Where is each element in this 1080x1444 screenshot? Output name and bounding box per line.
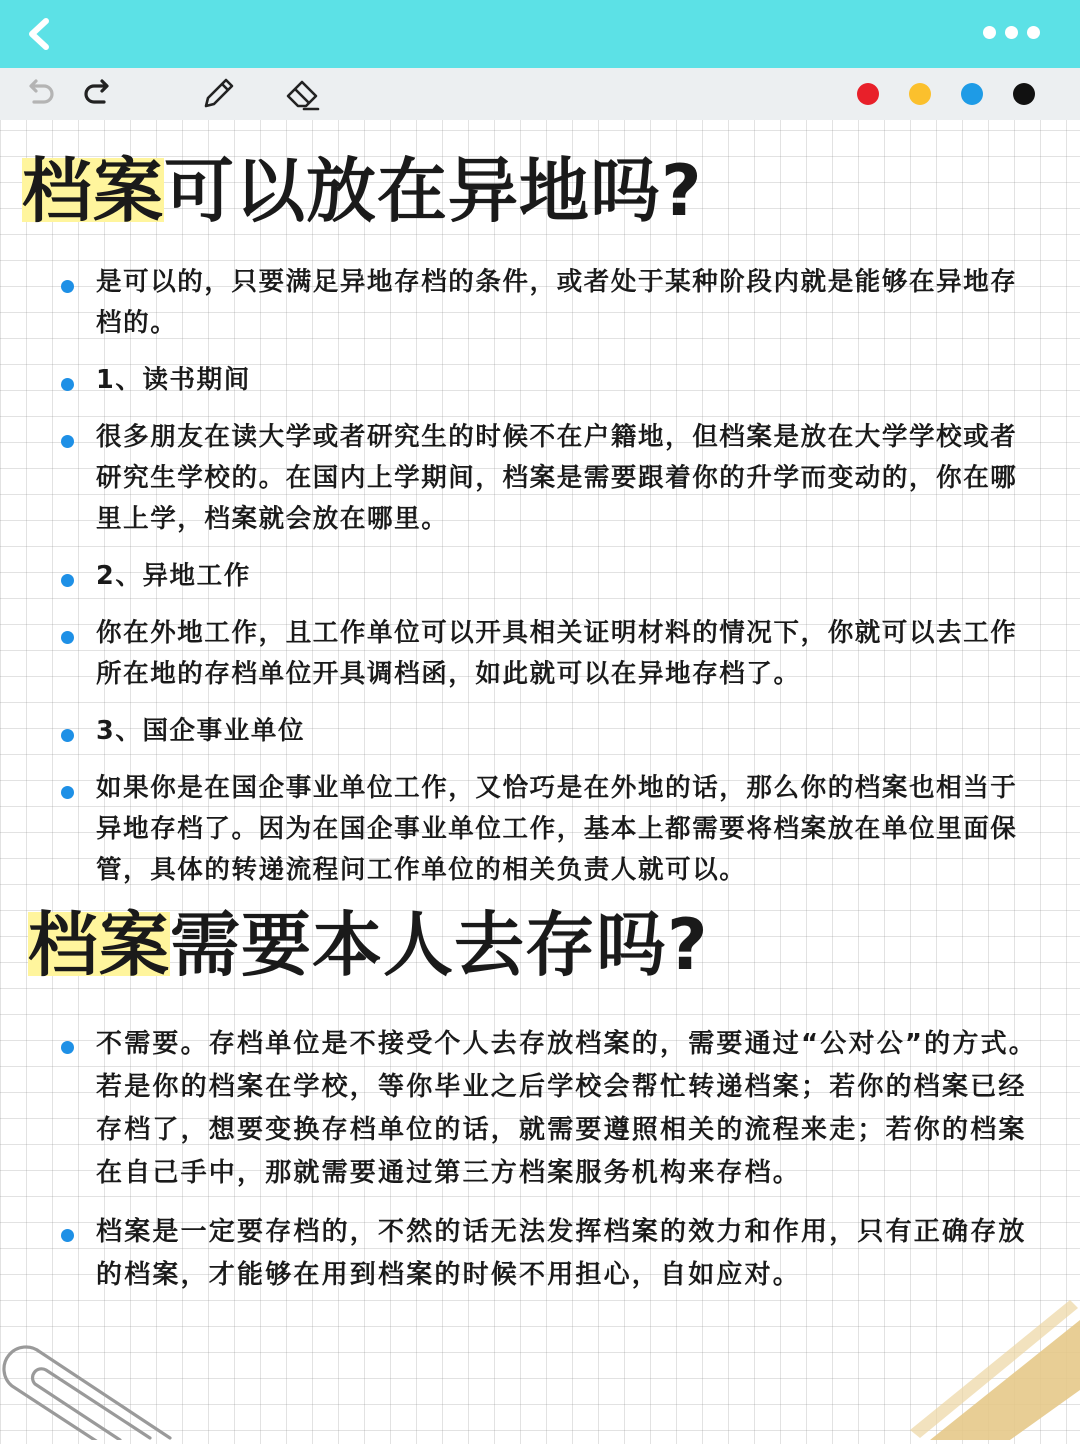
color-black-swatch[interactable] (1013, 83, 1035, 105)
undo-icon[interactable] (22, 76, 58, 112)
heading-highlight: 档案 (28, 904, 170, 986)
heading-text: 需要本人去存吗? (170, 904, 709, 986)
list-item: 如果你是在国企事业单位工作，又恰巧是在外地的话，那么你的档案也相当于异地存档了。因为在国企事业单位工作，基本上都需要将档案放在单位里面保管，具体的转递流程问工作单位的相关负责人就可以。 (58, 768, 1038, 891)
paperclip-icon (0, 1330, 190, 1444)
list-item: 3、国企事业单位 (58, 711, 1038, 752)
bullet-list-1 (58, 262, 1038, 907)
dot (983, 26, 996, 39)
redo-icon[interactable] (80, 76, 116, 112)
color-blue-swatch[interactable] (961, 83, 983, 105)
chevron-left-icon[interactable] (20, 14, 60, 54)
list-item: 2、异地工作 (58, 556, 1038, 597)
bullet-list-2 (58, 1023, 1038, 1313)
heading-text: 可以放在异地吗? (164, 150, 703, 232)
list-item: 是可以的，只要满足异地存档的条件，或者处于某种阶段内就是能够在异地存档的。 (58, 262, 1038, 344)
tape-strip (900, 1290, 1080, 1444)
list-item: 很多朋友在读大学或者研究生的时候不在户籍地，但档案是放在大学学校或者研究生学校的。在国内上学期间，档案是需要跟着你的升学而变动的，你在哪里上学，档案就会放在哪里。 (58, 417, 1038, 540)
section-heading-2 (28, 902, 709, 988)
list-item: 档案是一定要存档的，不然的话无法发挥档案的效力和作用，只有正确存放的档案，才能够在用到档案的时候不用担心，自如应对。 (58, 1211, 1038, 1297)
list-item: 你在外地工作，且工作单位可以开具相关证明材料的情况下，你就可以去工作所在地的存档单位开具调档函，如此就可以在异地存档了。 (58, 613, 1038, 695)
dot (1027, 26, 1040, 39)
list-item: 不需要。存档单位是不接受个人去存放档案的，需要通过“公对公”的方式。若是你的档案在学校，等你毕业之后学校会帮忙转递档案；若你的档案已经存档了，想要变换存档单位的话，就需要遵照相关的流程来走；若你的档案在自己手中，那就需要通过第三方档案服务机构来存档。 (58, 1023, 1038, 1195)
color-yellow-swatch[interactable] (909, 83, 931, 105)
section-heading-1 (22, 148, 703, 234)
more-dots-icon[interactable] (983, 26, 1040, 39)
pencil-icon[interactable] (200, 76, 236, 112)
list-item: 1、读书期间 (58, 360, 1038, 401)
eraser-icon[interactable] (284, 76, 320, 112)
color-red-swatch[interactable] (857, 83, 879, 105)
dot (1005, 26, 1018, 39)
top-app-bar (0, 0, 1080, 68)
heading-highlight: 档案 (22, 150, 164, 232)
